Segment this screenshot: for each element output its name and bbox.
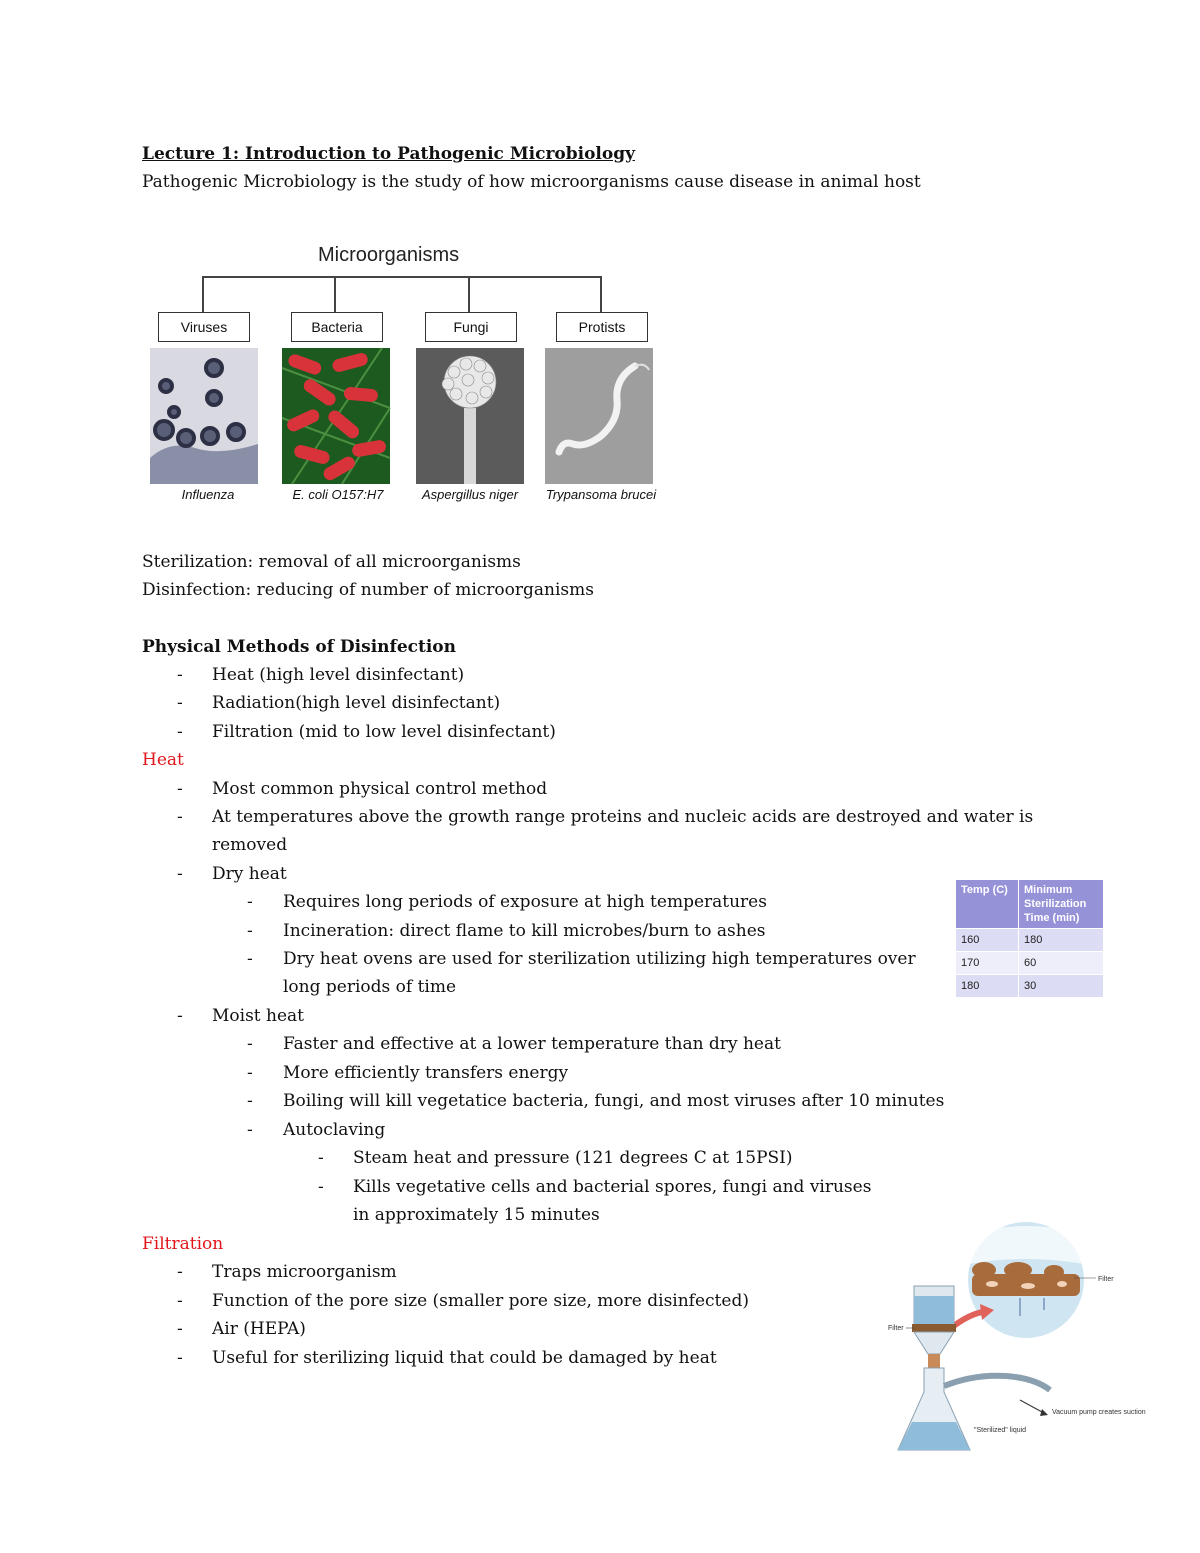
- table-cell: 180: [956, 975, 1019, 998]
- physical-item: Filtration (mid to low level disinfectant): [212, 722, 556, 742]
- trypanosoma-image: [545, 348, 653, 484]
- bullet-dash: -: [177, 665, 183, 685]
- filtration-item: Function of the pore size (smaller pore size, more disinfected): [212, 1291, 749, 1311]
- heat-item-continued: removed: [212, 835, 288, 855]
- ecoli-image: [282, 348, 390, 484]
- moist-heat-item: Boiling will kill vegetatice bacteria, fungi, and most viruses after 10 minutes: [283, 1091, 945, 1111]
- autoclaving-item: Kills vegetative cells and bacterial spores, fungi and viruses: [353, 1177, 872, 1197]
- bullet-dash: -: [247, 1120, 253, 1140]
- bullet-dash: -: [177, 1006, 183, 1026]
- caption-ecoli: E. coli O157:H7: [292, 487, 384, 502]
- filter-label-left: Filter: [888, 1325, 904, 1332]
- tree-hline: [202, 276, 600, 278]
- bullet-dash: -: [177, 1262, 183, 1282]
- figure-title: Microorganisms: [318, 244, 460, 266]
- filter-label-top: Filter: [1098, 1276, 1114, 1283]
- bullet-dash: -: [318, 1177, 324, 1197]
- physical-methods-heading: Physical Methods of Disinfection: [142, 637, 457, 657]
- table-row: [956, 952, 1104, 975]
- bullet-dash: -: [177, 722, 183, 742]
- category-box-bacteria: Bacteria: [291, 312, 383, 342]
- sterilization-definition: Sterilization: removal of all microorganisms: [142, 552, 521, 572]
- filtration-heading: Filtration: [142, 1234, 224, 1254]
- bullet-dash: -: [177, 779, 183, 799]
- caption-aspergillus: Aspergillus niger: [421, 487, 519, 502]
- table-header-time: Minimum Sterilization Time (min): [1019, 880, 1104, 929]
- bullet-dash: -: [247, 1091, 253, 1111]
- heat-item: Most common physical control method: [212, 779, 548, 799]
- moist-heat-item: Autoclaving: [283, 1120, 386, 1140]
- table-cell: 160: [956, 929, 1019, 952]
- bullet-dash: -: [318, 1148, 324, 1168]
- filtration-item: Useful for sterilizing liquid that could be damaged by heat: [212, 1348, 717, 1368]
- bullet-dash: -: [177, 807, 183, 827]
- moist-heat-item: More efficiently transfers energy: [283, 1063, 569, 1083]
- bullet-dash: -: [247, 1034, 253, 1054]
- table-header-temp: Temp (C): [956, 880, 1019, 929]
- moist-heat-label: Moist heat: [212, 1006, 305, 1026]
- autoclaving-item: Steam heat and pressure (121 degrees C at 15PSI): [353, 1148, 793, 1168]
- lecture-title: Lecture 1: Introduction to Pathogenic Microbiology: [142, 144, 635, 164]
- table-cell: 30: [1019, 975, 1104, 998]
- bullet-dash: -: [247, 949, 253, 969]
- dry-heat-item: Incineration: direct flame to kill microbes/burn to ashes: [283, 921, 766, 941]
- bullet-dash: -: [177, 864, 183, 884]
- dry-heat-item-continued: long periods of time: [283, 977, 457, 997]
- category-box-protists: Protists: [556, 312, 648, 342]
- influenza-micrograph: [150, 348, 258, 484]
- moist-heat-item: Faster and effective at a lower temperature than dry heat: [283, 1034, 781, 1054]
- bullet-dash: -: [247, 892, 253, 912]
- dry-heat-item: Requires long periods of exposure at high temperatures: [283, 892, 767, 912]
- bullet-dash: -: [247, 921, 253, 941]
- tree-branch: [334, 276, 336, 312]
- table-cell: 180: [1019, 929, 1104, 952]
- filtration-apparatus-diagram: [884, 1224, 1146, 1460]
- vacuum-pump-label: Vacuum pump creates suction: [1052, 1409, 1146, 1416]
- tree-branch: [202, 276, 204, 312]
- table-cell: 170: [956, 952, 1019, 975]
- bullet-dash: -: [247, 1063, 253, 1083]
- tree-branch: [600, 276, 602, 312]
- filtration-item: Air (HEPA): [212, 1319, 306, 1339]
- aspergillus-image: [416, 348, 524, 484]
- physical-item: Radiation(high level disinfectant): [212, 693, 501, 713]
- sterilization-time-table: [955, 879, 1104, 998]
- intro-text: Pathogenic Microbiology is the study of how microorganisms cause disease in animal host: [142, 172, 921, 192]
- filtration-item: Traps microorganism: [212, 1262, 397, 1282]
- dry-heat-item: Dry heat ovens are used for sterilization utilizing high temperatures over: [283, 949, 916, 969]
- heat-heading: Heat: [142, 750, 184, 770]
- heat-item: At temperatures above the growth range proteins and nucleic acids are destroyed and water is: [212, 807, 1034, 827]
- disinfection-definition: Disinfection: reducing of number of microorganisms: [142, 580, 594, 600]
- bullet-dash: -: [177, 693, 183, 713]
- bullet-dash: -: [177, 1319, 183, 1339]
- bullet-dash: -: [177, 1291, 183, 1311]
- caption-trypanosoma: Trypansoma brucei: [545, 487, 657, 502]
- table-cell: 60: [1019, 952, 1104, 975]
- tree-branch: [468, 276, 470, 312]
- physical-item: Heat (high level disinfectant): [212, 665, 465, 685]
- table-row: [956, 975, 1104, 998]
- category-box-fungi: Fungi: [425, 312, 517, 342]
- microorganisms-figure: [140, 238, 680, 508]
- caption-influenza: Influenza: [181, 487, 235, 502]
- dry-heat-label: Dry heat: [212, 864, 287, 884]
- category-box-viruses: Viruses: [158, 312, 250, 342]
- autoclaving-item-continued: in approximately 15 minutes: [353, 1205, 600, 1225]
- sterilized-liquid-label: "Sterilized" liquid: [974, 1427, 1027, 1434]
- bullet-dash: -: [177, 1348, 183, 1368]
- table-row: [956, 929, 1104, 952]
